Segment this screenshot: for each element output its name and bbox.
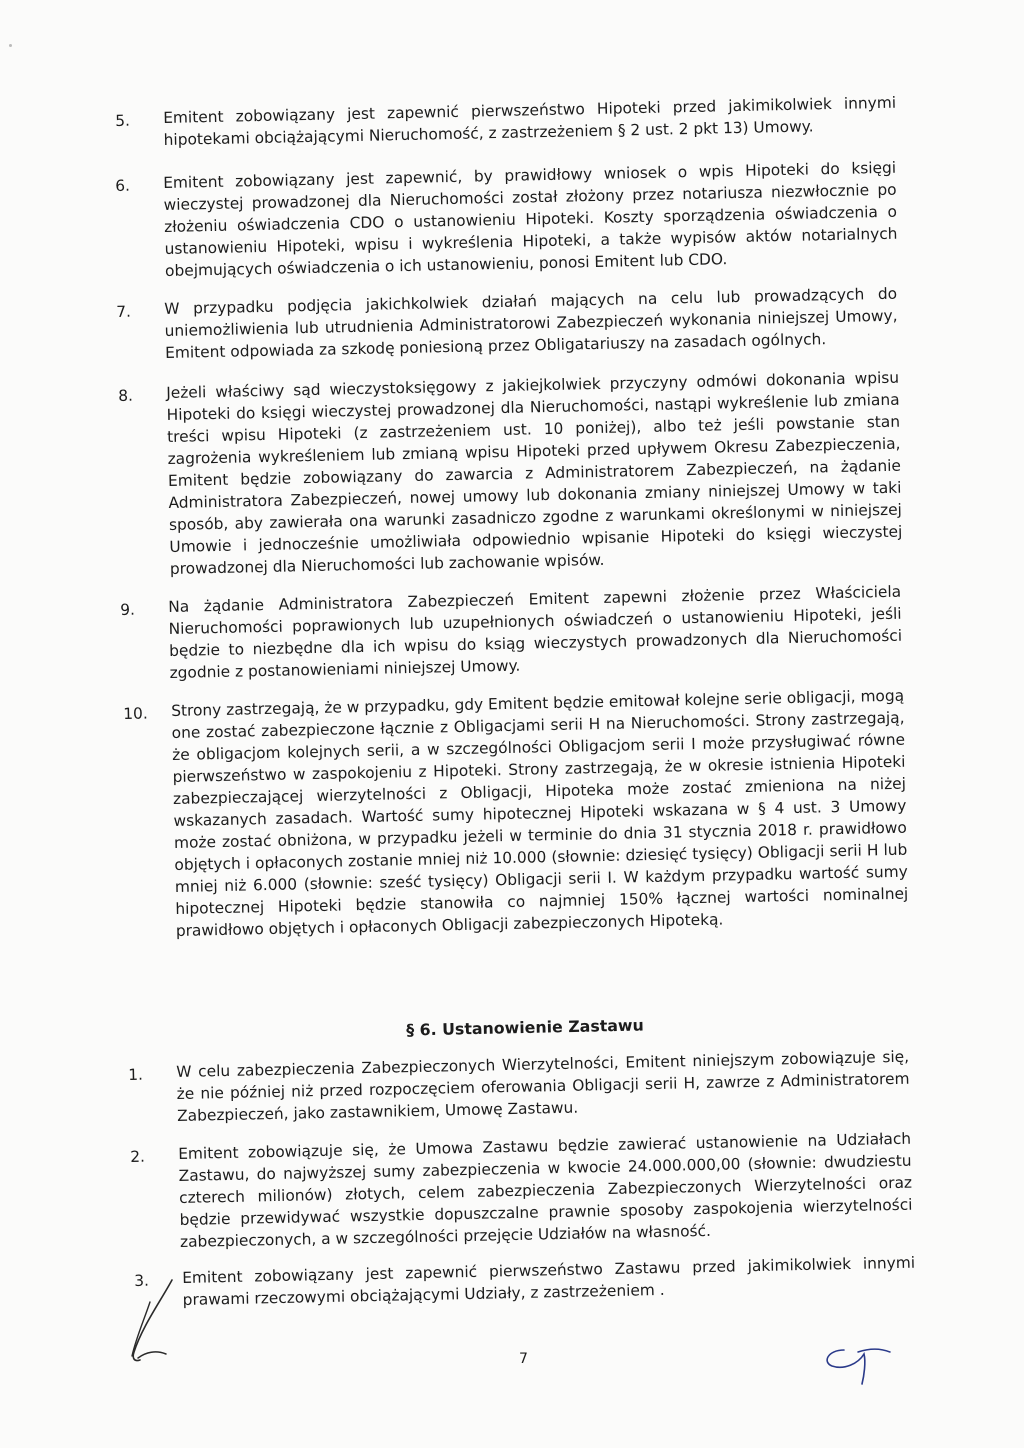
item-text: Strony zastrzegają, że w przypadku, gdy Emitent będzie emitował kolejne serie obligacji, mogą one zostać zabezpieczone łącznie z Obligacjami serii H na Nieruchomości. Strony zastrzegają, że obligacjom kolejnych serii, a w szczególności Obligacjom serii I może przysługiwać równe pierwszeństwo w zaspokojeniu z Hipoteki. Strony zastrzegają, że w okresie istnienia Hipoteki zabezpieczającej wierzytelności z Obligacji, Hipoteka może zostać zmieniona na niżej wskazanych zasadach. Wartość sumy hipotecznej Hipoteki wskazana w § 4 ust. 3 Umowy może zostać obniżona, w przypadku jeżeli w terminie do dnia 31 stycznia 2018 r. prawidłowo objętych i opłaconych zostanie mniej niż 10.000 (słownie: dziesięć tysięcy) Obligacji serii H lub mniej niż 6.000 (słownie: sześć tysięcy) Obligacji serii I. W każdym przypadku wartość sumy hipotecznej Hipoteki będzie stanowiła co najmniej 150% łącznej wartości nominalnej prawidłowo objętych i opłaconych Obligacji zabezpieczonych Hipoteką. xyxy=(171,686,909,940)
item-text: Emitent zobowiązany jest zapewnić, by prawidłowy wniosek o wpis Hipoteki do księgi wieczystej prowadzonej dla Nieruchomości został złożony przez notariusza niezwłocznie po złożeniu oświadczenia CDO o ustanowieniu Hipoteki. Koszty sporządzenia oświadczenia o ustanowieniu Hipoteki, wpisu i wykreślenia Hipoteki, a także wypisów aktów notarialnych obejmujących oświadczenia o ich ustanowieniu, ponosi Emitent lub CDO. xyxy=(163,158,898,280)
signature-initials-left xyxy=(120,1272,190,1372)
item-text: Na żądanie Administratora Zabezpieczeń Emitent zapewni złożenie przez Właściciela Nieruchomości poprawionych lub uzupełnionych oświadczeń o ustanowieniu Hipoteki, jeśli będzie to niezbędne dla ich wpisu do ksiąg wieczystych prowadzonych dla Nieruchomości zgodnie z postanowieniami niniejszej Umowy. xyxy=(168,582,903,682)
list-item xyxy=(115,157,898,282)
item-number: 10. xyxy=(123,704,148,724)
item-text: W przypadku podjęcia jakichkolwiek działań mających na celu lub prowadzących do uniemożliwienia lub utrudnienia Administratorowi Zabezpieczeń wykonania niniejszej Umowy, Emitent odpowiada za szkodę poniesioną przez Obligatariuszy na zasadach ogólnych. xyxy=(164,284,898,362)
item-text: Emitent zobowiązuje się, że Umowa Zastawu będzie zawierać ustanowienie na Udziałach Zastawu, do najwyższej sumy zabezpieczenia w kwocie 24.000.000,00 (słownie: dwudziestu czterech milionów) złotych, celem zabezpieczenia Zabezpieczonych Wierzytelności oraz będzie przewidywać wszystkie dopuszczalne prawnie sposoby zaspokojenia wierzytelności zabezpieczonych, a w szczególności przejęcie Udziałów na własność. xyxy=(178,1129,913,1251)
list-item xyxy=(116,283,898,364)
item-text: Jeżeli właściwy sąd wieczystoksięgowy z jakiejkolwiek przyczyny odmówi dokonania wpisu Hipoteki do księgi wieczystej prowadzonej dla Nieruchomości, nastąpi wykreślenie lub zmiana treści wpisu Hipoteki (z zastrzeżeniem ust. 10 poniżej), albo też jeśli powstanie stan zagrożenia wykreśleniem lub zmianą wpisu Hipoteki przed upływem Okresu Zabezpieczenia, Emitent będzie zobowiązany do zawarcia z Administratorem Zabezpieczeń, na żądanie Administratora Zabezpieczeń, nowej umowy lub dokonania zmiany niniejszej Umowy w taki sposób, aby zawierała ona warunki zasadniczo zgodne z warunkami określonymi w niniejszej Umowie i jednocześnie umożliwiała odpowiednio wpisanie Hipoteki do księgi wieczystej prowadzonej dla Nieruchomości lub zachowanie wpisów. xyxy=(166,368,903,578)
signature-initials-right xyxy=(818,1336,898,1392)
page-number: 7 xyxy=(519,1351,528,1367)
list-item xyxy=(115,92,897,151)
item-number: 3. xyxy=(134,1271,150,1291)
list-item xyxy=(123,685,909,942)
item-text: Emitent zobowiązany jest zapewnić pierwszeństwo Hipoteki przed jakimikolwiek innymi hipotekami obciążającymi Nieruchomość, z zastrzeżeniem § 2 ust. 2 pkt 13) Umowy. xyxy=(163,93,897,149)
item-number: 2. xyxy=(130,1147,146,1167)
item-text: Emitent zobowiązany jest zapewnić pierwszeństwo Zastawu przed jakimikolwiek innymi prawami rzeczowymi obciążającymi Udziały, z zastrzeżeniem . xyxy=(182,1253,916,1309)
section-heading: § 6. Ustanowienie Zastawu xyxy=(406,1015,644,1040)
list-item xyxy=(134,1252,916,1311)
item-number: 9. xyxy=(120,600,136,620)
list-item xyxy=(120,581,903,684)
item-number: 5. xyxy=(115,111,131,131)
scan-speck xyxy=(9,44,12,47)
list-item xyxy=(130,1128,913,1253)
item-number: 1. xyxy=(128,1065,144,1085)
item-number: 7. xyxy=(116,302,132,322)
item-text: W celu zabezpieczenia Zabezpieczonych Wierzytelności, Emitent niniejszym zobowiązuje się, że nie później niż przed rozpoczęciem oferowania Obligacji serii H, zawrze z Administratorem Zabezpieczeń, jako zastawnikiem, Umowę Zastawu. xyxy=(176,1047,910,1125)
item-number: 8. xyxy=(118,386,134,406)
list-item xyxy=(118,367,903,580)
item-number: 6. xyxy=(115,176,131,196)
list-item xyxy=(128,1046,910,1127)
